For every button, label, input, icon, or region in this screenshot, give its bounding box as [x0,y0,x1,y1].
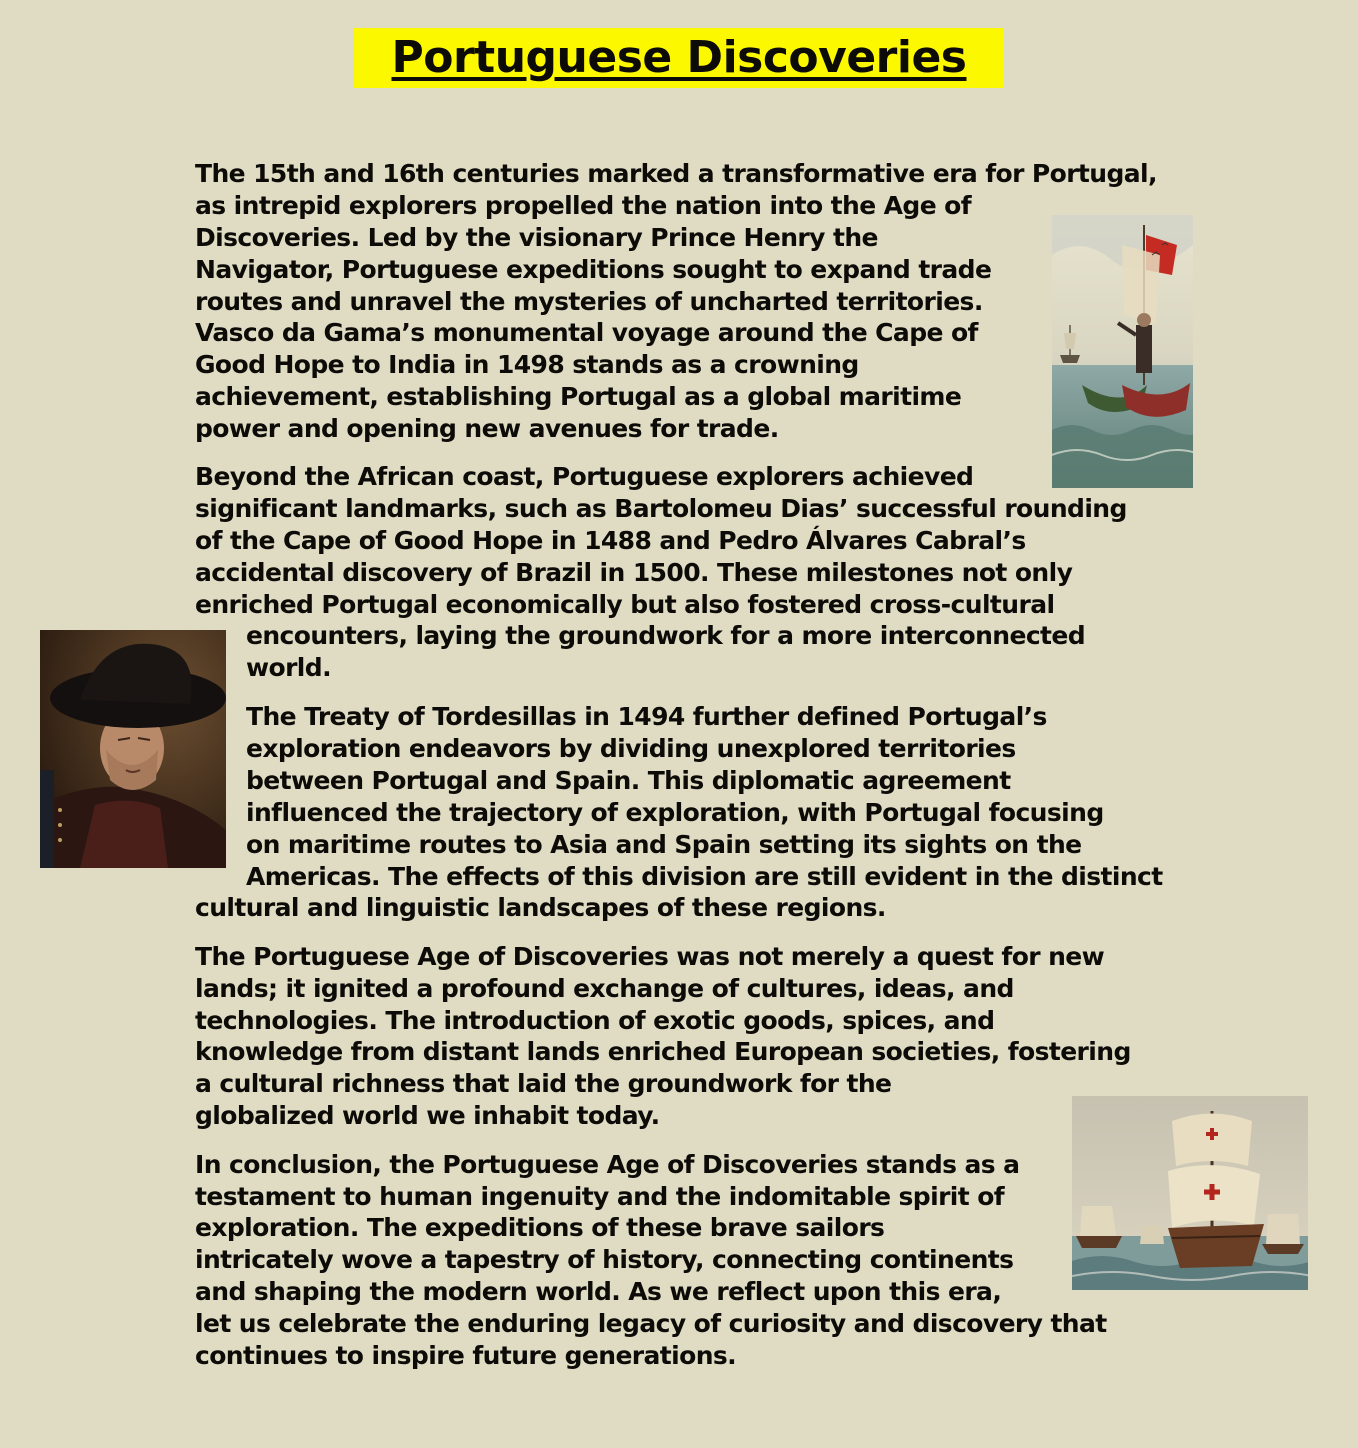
text-line: Good Hope to India in 1498 stands as a crowning [195,350,859,379]
prince-henry-portrait [40,630,226,868]
text-line: Navigator, Portuguese expeditions sought to expand trade [195,255,992,284]
page-title: Portuguese Discoveries [354,28,1004,88]
text-line: and shaping the modern world. As we reflect upon this era, [195,1277,1002,1306]
text-line: cultural and linguistic landscapes of these regions. [195,893,886,922]
text-line: In conclusion, the Portuguese Age of Discoveries stands as a [195,1150,1020,1179]
text-line: Vasco da Gama’s monumental voyage around the Cape of [195,318,978,347]
text-line: influenced the trajectory of exploration, with Portugal focusing [246,798,1104,827]
text-line: intricately wove a tapestry of history, connecting continents [195,1245,1014,1274]
text-line: continues to inspire future generations. [195,1341,737,1370]
text-line: achievement, establishing Portugal as a global maritime [195,382,962,411]
text-line: exploration endeavors by dividing unexplored territories [246,734,1016,763]
text-line: globalized world we inhabit today. [195,1101,660,1130]
text-line: routes and unravel the mysteries of uncharted territories. [195,287,983,316]
text-line: testament to human ingenuity and the indomitable spirit of [195,1182,1005,1211]
text-line: let us celebrate the enduring legacy of curiosity and discovery that [195,1309,1107,1338]
text-line: exploration. The expeditions of these brave sailors [195,1213,885,1242]
text-line: technologies. The introduction of exotic goods, spices, and [195,1006,995,1035]
text-line: Americas. The effects of this division are still evident in the distinct [246,862,1163,891]
text-line: between Portugal and Spain. This diplomatic agreement [246,766,1011,795]
text-line: The 15th and 16th centuries marked a transformative era for Portugal, [195,159,1157,188]
text-line: Discoveries. Led by the visionary Prince Henry the [195,223,878,252]
text-line: a cultural richness that laid the groundwork for the [195,1069,892,1098]
text-line: Beyond the African coast, Portuguese explorers achieved [195,462,974,491]
text-line: significant landmarks, such as Bartolomeu Dias’ successful rounding [195,494,1127,523]
text-line: The Treaty of Tordesillas in 1494 further defined Portugal’s [246,702,1047,731]
text-line: on maritime routes to Asia and Spain setting its sights on the [246,830,1082,859]
text-line: encounters, laying the groundwork for a more interconnected [246,621,1086,650]
text-line: The Portuguese Age of Discoveries was not merely a quest for new [195,942,1105,971]
text-line: of the Cape of Good Hope in 1488 and Pedro Álvares Cabral’s [195,526,1026,555]
text-line: accidental discovery of Brazil in 1500. These milestones not only [195,558,1073,587]
text-line: enriched Portugal economically but also fostered cross-cultural [195,590,1055,619]
explorer-boat-painting [1052,215,1193,488]
text-line: power and opening new avenues for trade. [195,414,779,443]
caravels-painting [1072,1096,1308,1290]
text-line: knowledge from distant lands enriched European societies, fostering [195,1037,1131,1066]
text-line: world. [246,653,331,682]
text-line: as intrepid explorers propelled the nation into the Age of [195,191,972,220]
text-line: lands; it ignited a profound exchange of cultures, ideas, and [195,974,1014,1003]
